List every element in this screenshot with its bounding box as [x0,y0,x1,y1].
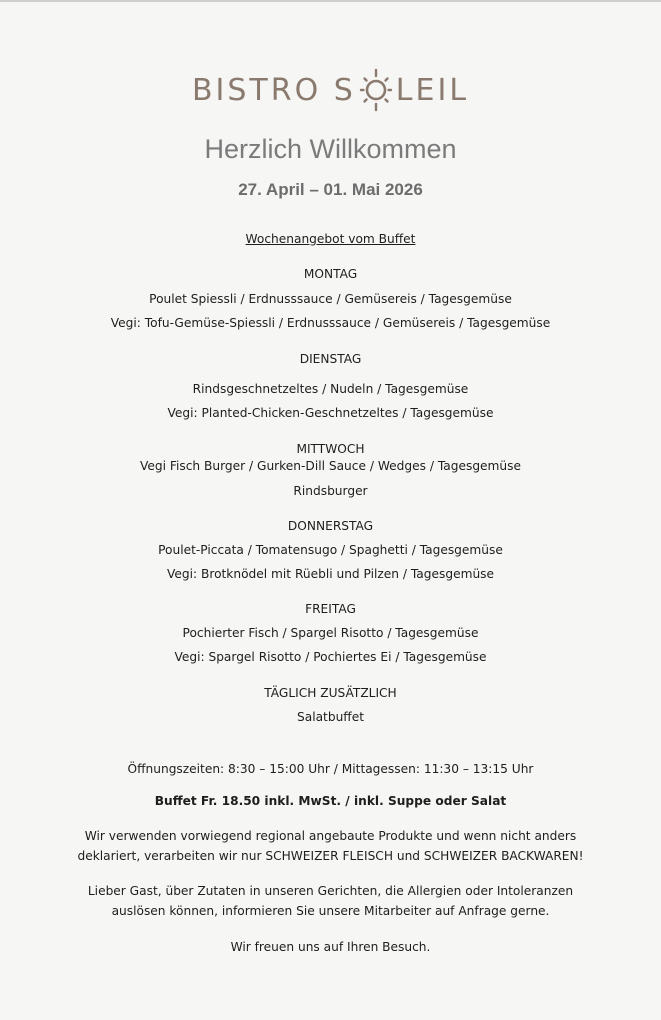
allergy-note-line2: auslösen können, informieren Sie unsere Mitarbeiter auf Anfrage gerne. [111,904,550,918]
day-heading-montag: MONTAG [303,267,358,281]
dish-item: Pochierter Fisch / Spargel Risotto / Tagesgemüse [182,626,479,640]
dish-item-vegi: Vegi: Brotknödel mit Rüebli und Pilzen / Tagesgemüse [166,567,495,581]
dish-item-vegi: Vegi: Tofu-Gemüse-Spiessli / Erdnusssauce / Gemüsereis / Tagesgemüse [110,316,551,330]
regional-note-line2: deklariert, verarbeiten wir nur SCHWEIZER FLEISCH und SCHWEIZER BACKWAREN! [77,849,584,863]
logo-text-right: LEIL [395,72,470,108]
dish-item-vegi: Vegi Fisch Burger / Gurken-Dill Sauce / Wedges / Tagesgemüse [139,459,521,473]
opening-hours: Öffnungszeiten: 8:30 – 15:00 Uhr / Mittagessen: 11:30 – 13:15 Uhr [127,762,534,776]
allergy-note-line1: Lieber Gast, über Zutaten in unseren Gerichten, die Allergien oder Intoleranzen [87,884,574,898]
day-heading-mittwoch: MITTWOCH [296,442,365,456]
welcome-heading: Herzlich Willkommen [204,134,457,164]
closing-note: Wir freuen uns auf Ihren Besuch. [230,940,431,954]
dish-item: Salatbuffet [297,710,364,724]
date-range: 27. April – 01. Mai 2026 [238,180,423,199]
offer-title: Wochenangebot vom Buffet [245,232,416,246]
bistro-logo [0,62,661,118]
day-heading-donnerstag: DONNERSTAG [287,519,374,533]
regional-note-line1: Wir verwenden vorwiegend regional angebaute Produkte und wenn nicht anders [84,829,577,843]
sun-icon [358,68,394,112]
dish-item: Rindsburger [293,484,368,498]
buffet-price: Buffet Fr. 18.50 inkl. MwSt. / inkl. Suppe oder Salat [154,794,507,808]
logo-wordmark [192,68,469,112]
dish-item: Rindsgeschnetzeltes / Nudeln / Tagesgemüse [192,382,469,396]
day-heading-freitag: FREITAG [305,602,356,616]
dish-item-vegi: Vegi: Planted-Chicken-Geschnetzeltes / Tagesgemüse [167,406,494,420]
dish-item: Poulet Spiessli / Erdnusssauce / Gemüsereis / Tagesgemüse [149,292,512,306]
logo-text-left: BISTRO S [191,72,356,108]
dish-item-vegi: Vegi: Spargel Risotto / Pochiertes Ei / Tagesgemüse [174,650,487,664]
dish-item: Poulet-Piccata / Tomatensugo / Spaghetti / Tagesgemüse [158,543,503,557]
day-heading-daily: TÄGLICH ZUSÄTZLICH [264,686,397,700]
day-heading-dienstag: DIENSTAG [299,352,362,366]
